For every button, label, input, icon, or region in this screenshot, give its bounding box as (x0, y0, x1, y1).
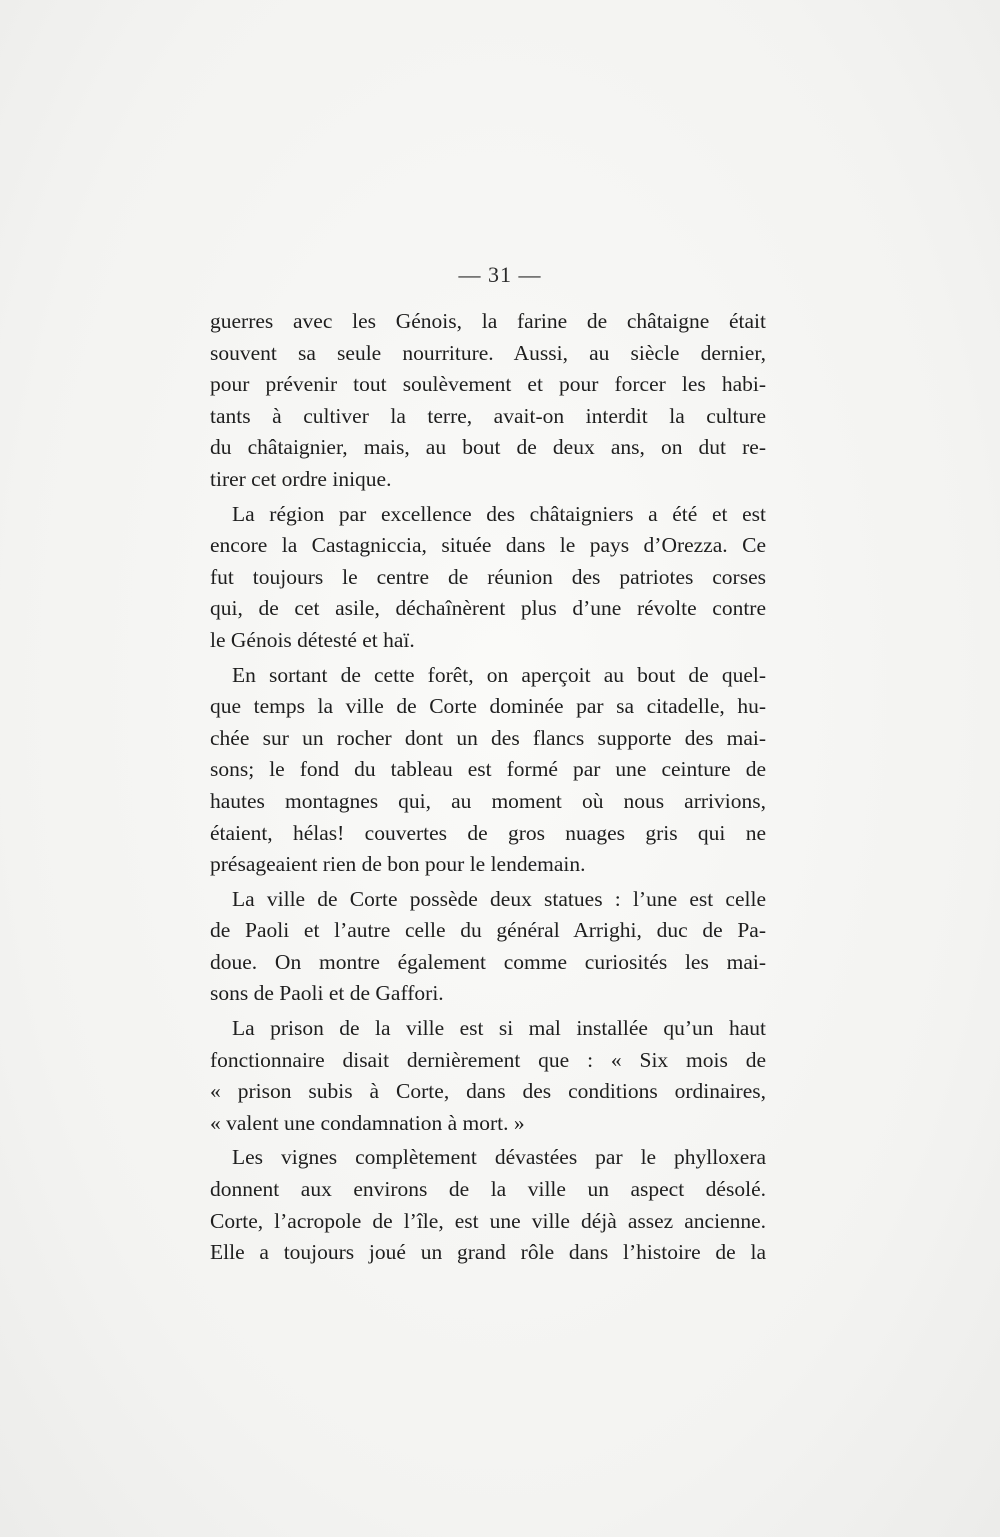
text-line: donnent aux environs de la ville un aspect désolé. (210, 1177, 766, 1202)
paragraph-3 (210, 660, 766, 881)
text-line: guerres avec les Génois, la farine de châtaigne était (210, 309, 766, 333)
text-line: hautes montagnes qui, au moment où nous arrivions, (210, 788, 766, 813)
text-line: de Paoli et l’autre celle du général Arrighi, duc de Pa- (210, 918, 766, 943)
text-line: En sortant de cette forêt, on aperçoit au bout de quel- (232, 662, 766, 687)
paragraph-1 (210, 306, 766, 496)
text-line: du châtaignier, mais, au bout de deux ans, on dut re- (210, 435, 766, 460)
text-line: fut toujours le centre de réunion des patriotes corses (210, 564, 766, 589)
text-line: souvent sa seule nourriture. Aussi, au siècle dernier, (210, 340, 766, 365)
paragraph-6 (210, 1142, 766, 1268)
text-line: Corte, l’acropole de l’île, est une ville déjà assez ancienne. (210, 1208, 766, 1233)
text-line: présageaient rien de bon pour le lendemain. (210, 852, 586, 877)
text-line: que temps la ville de Corte dominée par sa citadelle, hu- (210, 694, 766, 719)
text-line: tirer cet ordre inique. (210, 466, 392, 491)
text-line: encore la Castagniccia, située dans le pays d’Orezza. Ce (210, 533, 766, 558)
text-line: La prison de la ville est si mal installée qu’un haut (232, 1016, 766, 1041)
text-line: Les vignes complètement dévastées par le phylloxera (232, 1145, 766, 1170)
text-line: La ville de Corte possède deux statues : l’une est celle (232, 886, 766, 911)
body-text (210, 306, 766, 1269)
text-line: le Génois détesté et haï. (210, 627, 415, 652)
text-line: sons de Paoli et de Gaffori. (210, 981, 444, 1006)
text-line: qui, de cet asile, déchaînèrent plus d’une révolte contre (210, 596, 766, 621)
text-line: doue. On montre également comme curiosités les mai- (210, 949, 766, 974)
text-line: étaient, hélas! couvertes de gros nuages gris qui ne (210, 820, 766, 845)
text-line: tants à cultiver la terre, avait-on interdit la culture (210, 403, 766, 428)
text-line: La région par excellence des châtaigniers a été et est (232, 501, 766, 526)
text-line: « valent une condamnation à mort. » (210, 1110, 525, 1135)
text-line: chée sur un rocher dont un des flancs supporte des mai- (210, 725, 766, 750)
paragraph-4 (210, 884, 766, 1010)
text-line: fonctionnaire disait dernièrement que : « Six mois de (210, 1047, 766, 1072)
text-line: « prison subis à Corte, dans des conditions ordinaires, (210, 1079, 766, 1104)
paragraph-5 (210, 1013, 766, 1139)
page-number: — 31 — (458, 262, 542, 287)
text-line: Elle a toujours joué un grand rôle dans l’histoire de la (210, 1240, 766, 1265)
text-line: pour prévenir tout soulèvement et pour forcer les habi- (210, 372, 766, 397)
text-line: sons; le fond du tableau est formé par une ceinture de (210, 757, 766, 782)
paragraph-2 (210, 499, 766, 657)
